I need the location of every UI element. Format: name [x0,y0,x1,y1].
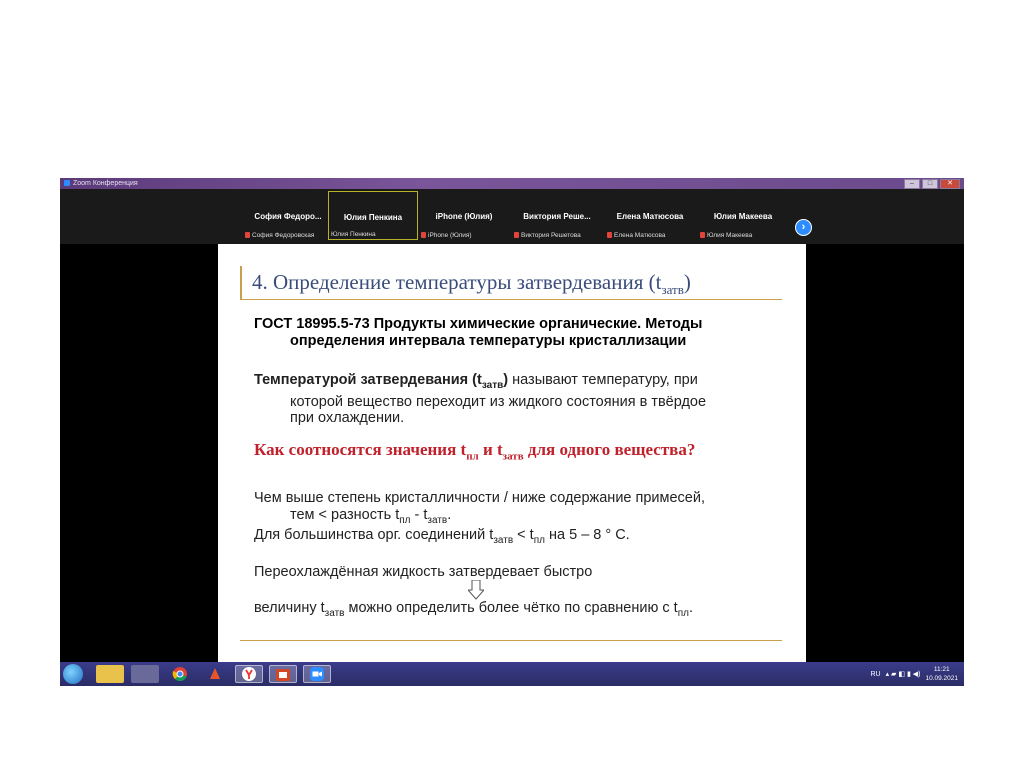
participant-name: Виктория Реше... [523,212,591,221]
definition-line-2: которой вещество переходит из жидкого состояния в твёрдое [290,393,707,410]
slide-question: Как соотносятся значения $t_{пл}$ и $t_{затв}$ для одного вещества? [254,440,696,463]
presentation-icon[interactable] [269,665,297,683]
minimize-button[interactable]: – [904,179,920,189]
yandex-icon[interactable] [235,665,263,683]
participant-label-text: София Федоровская [252,232,315,239]
clock-time: 11:21 [933,666,950,673]
muted-mic-icon [514,232,519,238]
zoom-titlebar [60,178,964,189]
window-title-text: Zoom Конференция [73,180,138,187]
muted-mic-icon [421,232,426,238]
chevron-right-icon[interactable]: › [795,219,812,236]
paragraph-line: Чем выше степень кристалличности / ниже содержание примесей, [254,490,706,506]
paragraph-line: величину $t_{затв}$ можно определить более чётко по сравнению с $t_{пл}$. [254,600,693,619]
title-divider [240,299,782,300]
participant-name: Елена Матюсова [616,212,684,221]
close-button[interactable]: ✕ [940,179,960,189]
window-controls [904,179,960,189]
slide-title: 4. Определение температуры затвердевания $(t_{затв})$ [252,270,691,298]
participant-tile[interactable] [512,191,602,240]
participant-label [245,232,314,239]
paragraph-line: тем < разность $t_{пл} - t_{затв}$. [290,507,452,526]
participant-tile-active[interactable] [328,191,418,240]
zoom-icon[interactable] [303,665,331,683]
gost-line-2: определения интервала температуры кристаллизации [290,333,687,349]
windows-taskbar [60,662,964,686]
participant-label-text: iPhone (Юлия) [428,232,472,239]
window-title [64,179,138,188]
participant-name: Юлия Пенкина [343,213,403,222]
participant-label [700,232,752,239]
participant-label-text: Юлия Макеева [707,232,753,239]
clock[interactable] [925,665,958,683]
shared-screen-area [60,244,964,662]
participant-label-text: Елена Матюсова [614,232,666,239]
participant-name: Юлия Макеева [713,212,773,221]
definition-paragraph [254,372,774,426]
gost-heading [254,316,774,350]
participant-label-text: Виктория Решетова [521,232,581,239]
system-tray [870,664,958,684]
language-indicator[interactable]: RU [870,670,881,678]
clock-date: 10.09.2021 [925,675,958,682]
participant-tile[interactable] [243,191,333,240]
gost-line-1: ГОСТ 18995.5-73 Продукты химические органические. Методы [254,316,703,332]
down-arrow-icon [468,580,484,600]
paragraph-line: Для большинства орг. соединений $t_{затв} < t_{пл}$ на 5 – 8 ° С. [254,527,630,546]
file-explorer-icon[interactable] [96,665,124,683]
presentation-slide [218,244,806,662]
media-player-icon[interactable] [131,665,159,683]
participant-name: София Федоро... [254,212,322,221]
participant-label: Юлия Пенкина [331,231,376,238]
participant-name: iPhone (Юлия) [435,212,493,221]
definition-line-1: Температурой затвердевания $(t_{затв})$ называют температуру, при [254,372,698,391]
participant-label [607,232,666,239]
bottom-divider [240,640,782,641]
start-button[interactable] [63,664,83,684]
paragraph-line: Переохлаждённая жидкость затвердевает быстро [254,564,593,580]
participant-tile[interactable] [698,191,788,240]
participant-label [421,232,472,239]
muted-mic-icon [245,232,250,238]
participant-tile[interactable] [419,191,509,240]
muted-mic-icon [607,232,612,238]
maximize-button[interactable]: □ [922,179,938,189]
participant-gallery [60,189,964,244]
definition-line-3: при охлаждении. [290,409,405,426]
participant-tile[interactable] [605,191,695,240]
muted-mic-icon [700,232,705,238]
zoom-icon [64,180,70,186]
screen [60,178,964,686]
participant-label [514,232,581,239]
tray-icons[interactable]: ▴ ▰ ◧ ▮ ◀) [885,671,921,678]
title-accent-line [240,266,242,300]
browser-icon[interactable] [201,665,229,683]
chrome-icon[interactable] [166,665,194,683]
